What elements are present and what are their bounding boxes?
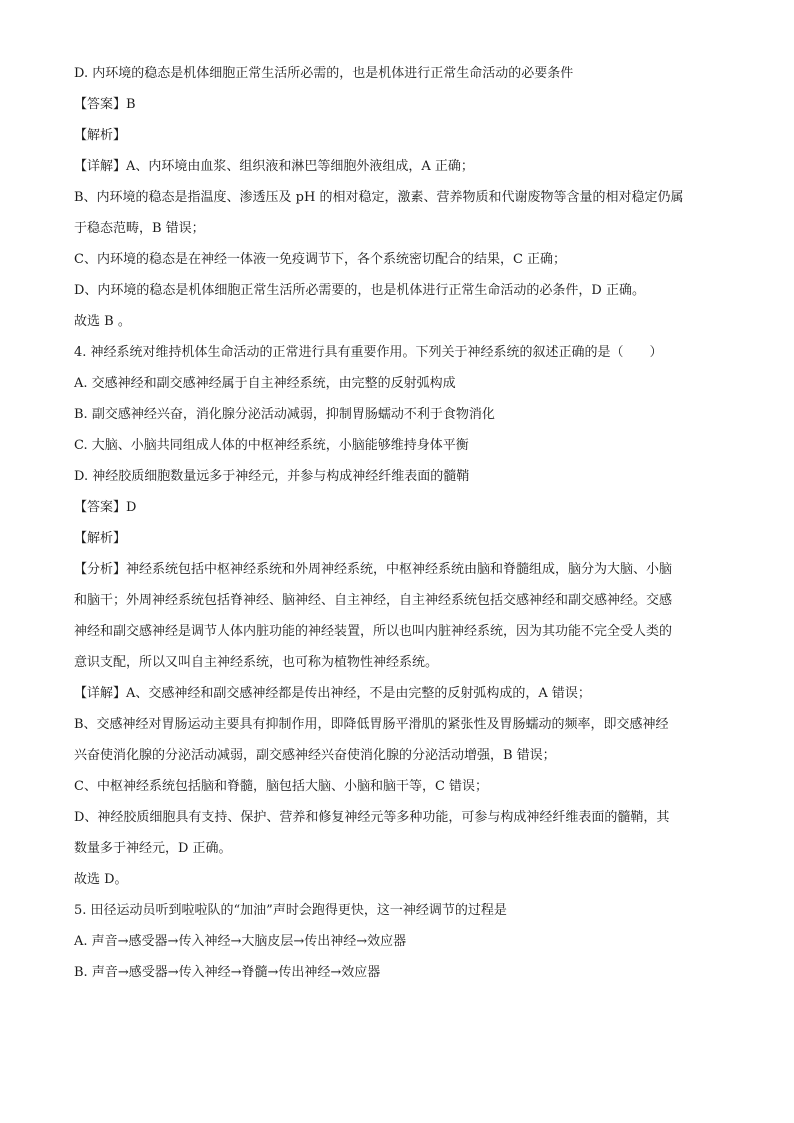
explanation-d-q4-cont: 数量多于神经元，D 正确。: [74, 841, 232, 856]
analysis-q4-line4: 意识支配，所以又叫自主神经系统，也可称为植物性神经系统。: [74, 655, 439, 670]
answer-label-q4: 【答案】D: [74, 500, 137, 515]
analysis-q4-line2: 和脑干；外周神经系统包括脊神经、脑神经、自主神经，自主神经系统包括交感神经和副交感神经。交感: [74, 593, 673, 608]
question-5-stem: 5. 田径运动员听到啦啦队的“加油”声时会跑得更快，这一神经调节的过程是: [74, 903, 507, 918]
question-4-stem: 4. 神经系统对维持机体生命活动的正常进行具有重要作用。下列关于神经系统的叙述正确的是（ ）: [74, 345, 663, 360]
explanation-c-q4: C、中枢神经系统包括脑和脊髓，脑包括大脑、小脑和脑干等，C 错误；: [74, 779, 489, 794]
analysis-q4-line3: 神经和副交感神经是调节人体内脏功能的神经装置，所以也叫内脏神经系统，因为其功能不完全受人类的: [74, 624, 673, 639]
conclusion-q4: 故选 D。: [74, 872, 128, 887]
explanation-d-q3: D、内环境的稳态是机体细胞正常生活所必需要的，也是机体进行正常生命活动的必条件，D 正确。: [74, 283, 645, 298]
option-d-q3: D. 内环境的稳态是机体细胞正常生活所必需的，也是机体进行正常生命活动的必要条件: [74, 66, 574, 81]
question-5-option-a: A. 声音→感受器→传入神经→大脑皮层→传出神经→效应器: [74, 934, 407, 949]
question-4-option-a: A. 交感神经和副交感神经属于自主神经系统，由完整的反射弧构成: [74, 376, 456, 391]
analysis-label-q3: 【解析】: [74, 128, 127, 143]
explanation-b-q4: B、交感神经对胃肠运动主要具有抑制作用，即降低胃肠平滑肌的紧张性及胃肠蠕动的频率，即交感神经: [74, 717, 669, 732]
analysis-label-q4: 【解析】: [74, 531, 127, 546]
question-4-option-b: B. 副交感神经兴奋，消化腺分泌活动减弱，抑制胃肠蠕动不利于食物消化: [74, 407, 495, 422]
answer-label-q3: 【答案】B: [74, 97, 136, 112]
explanation-b-q4-cont: 兴奋使消化腺的分泌活动减弱，副交感神经兴奋使消化腺的分泌活动增强，B 错误；: [74, 748, 556, 763]
explanation-a-q3: 【详解】A、内环境由血浆、组织液和淋巴等细胞外液组成，A 正确；: [74, 159, 474, 174]
explanation-d-q4: D、神经胶质细胞具有支持、保护、营养和修复神经元等多种功能，可参与构成神经纤维表面的髓鞘，其: [74, 810, 670, 825]
question-4-option-c: C. 大脑、小脑共同组成人体的中枢神经系统，小脑能够维持身体平衡: [74, 438, 469, 453]
conclusion-q3: 故选 B 。: [74, 314, 131, 329]
explanation-b-q3-cont: 于稳态范畴，B 错误；: [74, 221, 205, 236]
explanation-c-q3: C、内环境的稳态是在神经一体液一免疫调节下，各个系统密切配合的结果，C 正确；: [74, 252, 567, 267]
explanation-b-q3: B、内环境的稳态是指温度、渗透压及 pH 的相对稳定，激素、营养物质和代谢废物等含量的相对稳定仍属: [74, 190, 684, 205]
explanation-a-q4: 【详解】A、交感神经和副交感神经都是传出神经，不是由完整的反射弧构成的，A 错误；: [74, 686, 591, 701]
question-5-option-b: B. 声音→感受器→传入神经→脊髓→传出神经→效应器: [74, 965, 381, 980]
analysis-q4-line1: 【分析】神经系统包括中枢神经系统和外周神经系统，中枢神经系统由脑和脊髓组成，脑分为大脑、小脑: [74, 562, 673, 577]
question-4-option-d: D. 神经胶质细胞数量远多于神经元，并参与构成神经纤维表面的髓鞘: [74, 469, 470, 484]
document-page: [74, 64, 724, 982]
